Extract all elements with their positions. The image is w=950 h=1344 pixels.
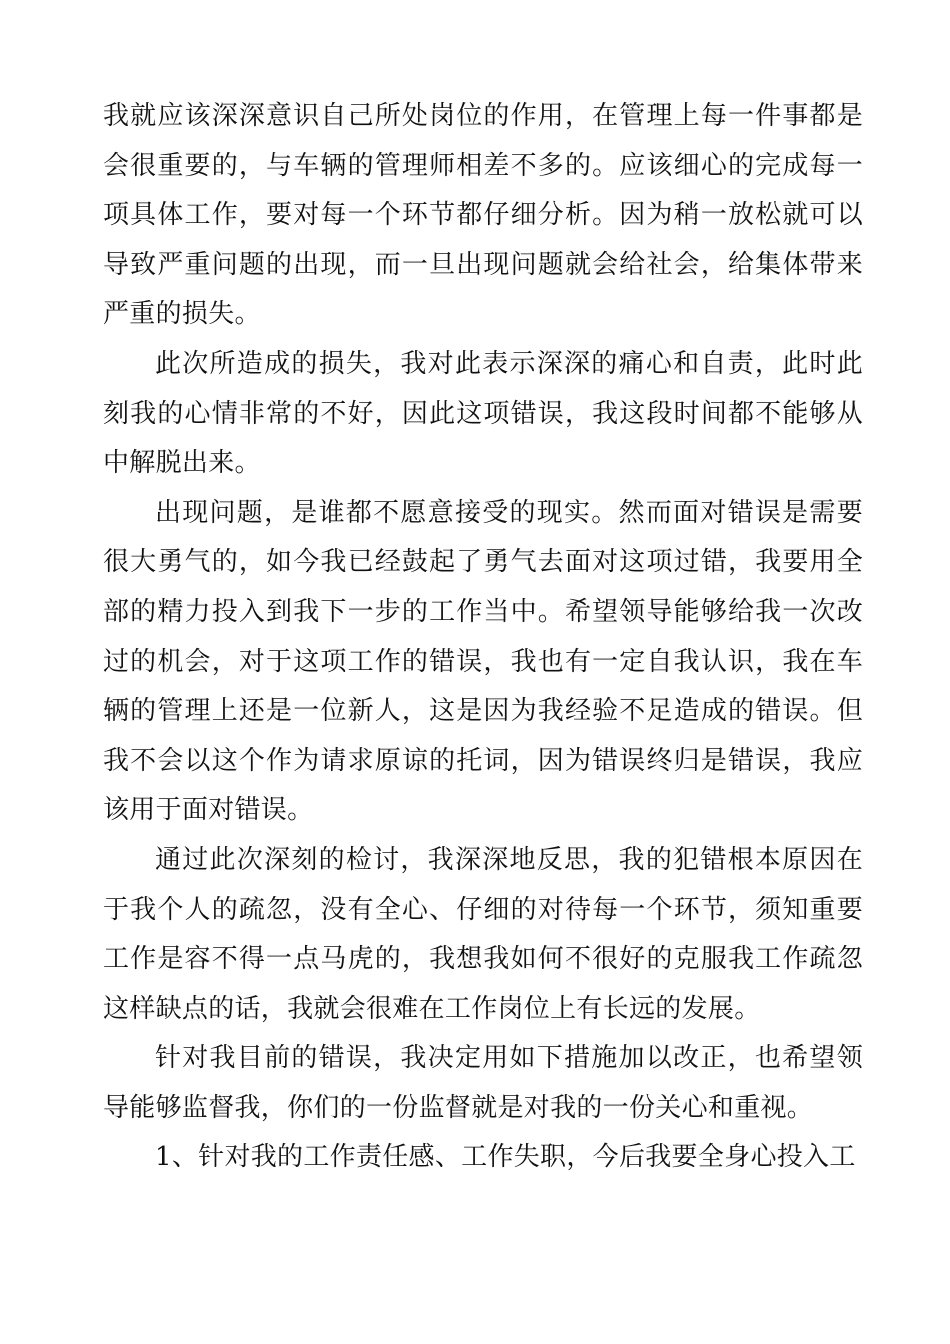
paragraph: 我就应该深深意识自己所处岗位的作用，在管理上每一件事都是会很重要的，与车辆的管理师相差不多的。应该细心的完成每一项具体工作，要对每一个环节都仔细分析。因为稍一放松就可以导致严重问题的出现，而一旦出现问题就会给社会，给集体带来严重的损失。 <box>103 101 863 330</box>
paragraph: 通过此次深刻的检讨，我深深地反思，我的犯错根本原因在于我个人的疏忽，没有全心、仔细的对待每一个环节，须知重要工作是容不得一点马虎的，我想我如何不很好的克服我工作疏忽这样缺点的话，我就会很难在工作岗位上有长远的发展。 <box>103 844 863 1024</box>
paragraph: 针对我目前的错误，我决定用如下措施加以改正，也希望领导能够监督我，你们的一份监督就是对我的一份关心和重视。 <box>103 1043 863 1123</box>
paragraph: 此次所造成的损失，我对此表示深深的痛心和自责，此时此刻我的心情非常的不好，因此这项错误，我这段时间都不能够从中解脱出来。 <box>103 348 863 479</box>
paragraph: 出现问题，是谁都不愿意接受的现实。然而面对错误是需要很大勇气的，如今我已经鼓起了勇气去面对这项过错，我要用全部的精力投入到我下一步的工作当中。希望领导能够给我一次改过的机会，对于这项工作的错误，我也有一定自我认识，我在车辆的管理上还是一位新人，这是因为我经验不足造成的错误。但我不会以这个作为请求原谅的托词，因为错误终归是错误，我应该用于面对错误。 <box>103 497 863 826</box>
document-body <box>103 92 863 1183</box>
paragraph: 1、针对我的工作责任感、工作失职，今后我要全身心投入工 <box>155 1142 856 1173</box>
